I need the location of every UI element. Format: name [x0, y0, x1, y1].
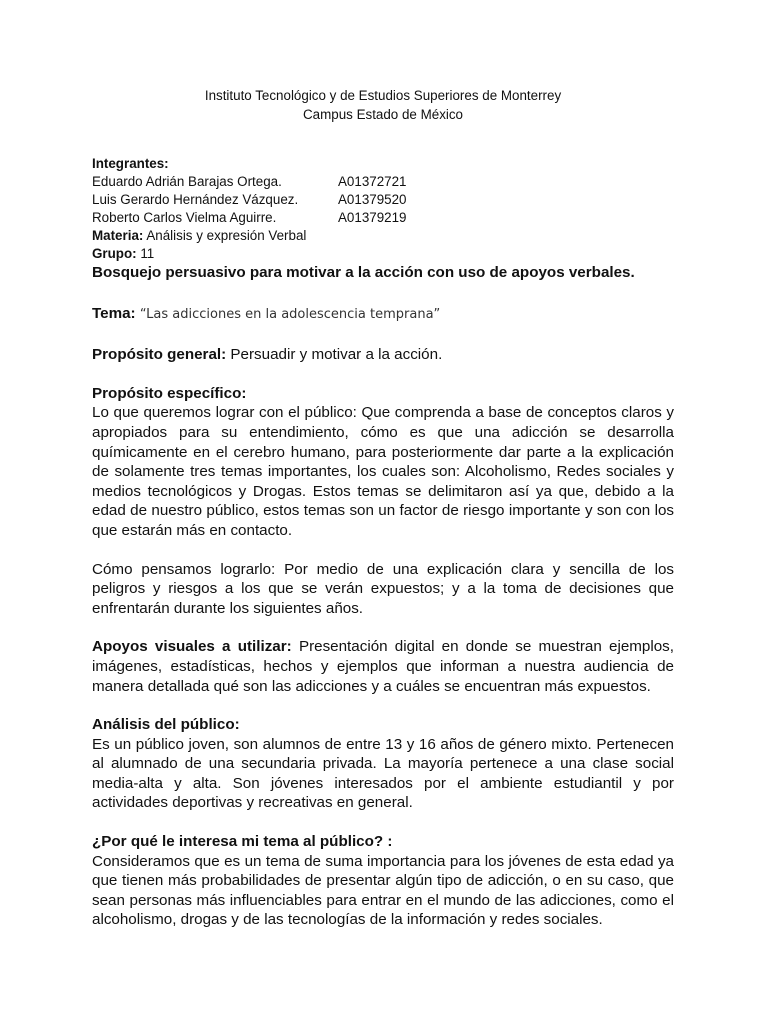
general-purpose-line [92, 345, 674, 365]
method-paragraph: Cómo pensamos lograrlo: Por medio de una explicación clara y sencilla de los peligros y riesgos a los que se verán expuestos; y a la toma de decisiones que enfrentarán durante los siguientes años. [92, 560, 674, 617]
member-name: Eduardo Adrián Barajas Ortega. [92, 174, 282, 189]
group-label: Grupo: [92, 246, 137, 261]
campus-name: Campus Estado de México [302, 107, 464, 122]
group-line [92, 245, 674, 263]
team-label: Integrantes: [92, 156, 169, 171]
audience-label: Análisis del público: [92, 716, 240, 734]
spacer [92, 541, 674, 560]
visual-aids-value: Presentación digital en donde se muestran ejemplos, imágenes, estadísticas, hechos y ejemplos que informan a nuestra audiencia de manera detallada qué son las adicciones y a cuáles se encuentran más expuestos. [92, 638, 674, 695]
spacer [92, 324, 674, 345]
document-title: Bosquejo persuasivo para motivar a la acción con uso de apoyos verbales. [92, 264, 635, 281]
member-id: A01372721 [338, 174, 407, 189]
general-purpose-label: Propósito general: [92, 346, 227, 364]
spacer [92, 813, 674, 832]
member-name: Luis Gerardo Hernández Vázquez. [92, 192, 299, 207]
member-id: A01379520 [338, 192, 407, 207]
specific-purpose-section [92, 384, 674, 619]
audience-section [92, 715, 674, 813]
interest-label: ¿Por qué le interesa mi tema al público? : [92, 833, 393, 851]
member-id: A01379219 [338, 210, 407, 225]
subject-value: Análisis y expresión Verbal [146, 228, 307, 243]
institution-name: Instituto Tecnológico y de Estudios Superiores de Monterrey [204, 88, 562, 103]
topic-label: Tema: [92, 304, 136, 322]
visual-aids-label: Apoyos visuales a utilizar: [92, 638, 292, 656]
spacer [92, 618, 674, 637]
subject-line [92, 227, 674, 245]
topic-line [92, 304, 674, 325]
subject-label: Materia: [92, 228, 144, 243]
interest-paragraph: Consideramos que es un tema de suma importancia para los jóvenes de esta edad ya que tienen más probabilidades de presentar algún tipo de adicción, o en su caso, que sean personas más influenciables para entrar en el mundo de las adicciones, como el alcoholismo, drogas y de las tecnologías de la información y redes sociales. [92, 852, 674, 929]
team-section [92, 155, 674, 263]
specific-purpose-label: Propósito específico: [92, 384, 247, 402]
spacer [92, 365, 674, 384]
spacer [92, 283, 674, 304]
member-name: Roberto Carlos Vielma Aguirre. [92, 210, 277, 225]
specific-purpose-paragraph: Lo que queremos lograr con el público: Que comprenda a base de conceptos claros y apropiados para su entendimiento, cómo es que una adicción se desarrolla químicamente en el cerebro humano, para posteriormente dar parte a la explicación de solamente tres temas importantes, los cuales son: Alcoholismo, Redes sociales y medios tecnológicos y Drogas. Estos temas se delimitaron así ya que, debido a la edad de nuestro público, estos temas son un factor de riesgo importante y son con los que estarán más en contacto. [92, 404, 674, 539]
team-member [92, 191, 674, 209]
team-member [92, 173, 674, 191]
spacer [92, 124, 674, 155]
spacer [92, 696, 674, 715]
topic-value: “Las adicciones en la adolescencia temprana” [139, 306, 441, 322]
document-page [92, 86, 674, 930]
group-value: 11 [140, 246, 155, 261]
interest-section [92, 832, 674, 930]
team-member [92, 209, 674, 227]
visual-aids-paragraph [92, 637, 674, 696]
audience-paragraph: Es un público joven, son alumnos de entre 13 y 16 años de género mixto. Pertenecen al alumnado de una secundaria privada. La mayoría pertenece a una clase social media-alta y alta. Son jóvenes interesados por el ambiente estudiantil y por actividades deportivas y recreativas en general. [92, 735, 674, 812]
general-purpose-value: Persuadir y motivar a la acción. [230, 346, 443, 364]
